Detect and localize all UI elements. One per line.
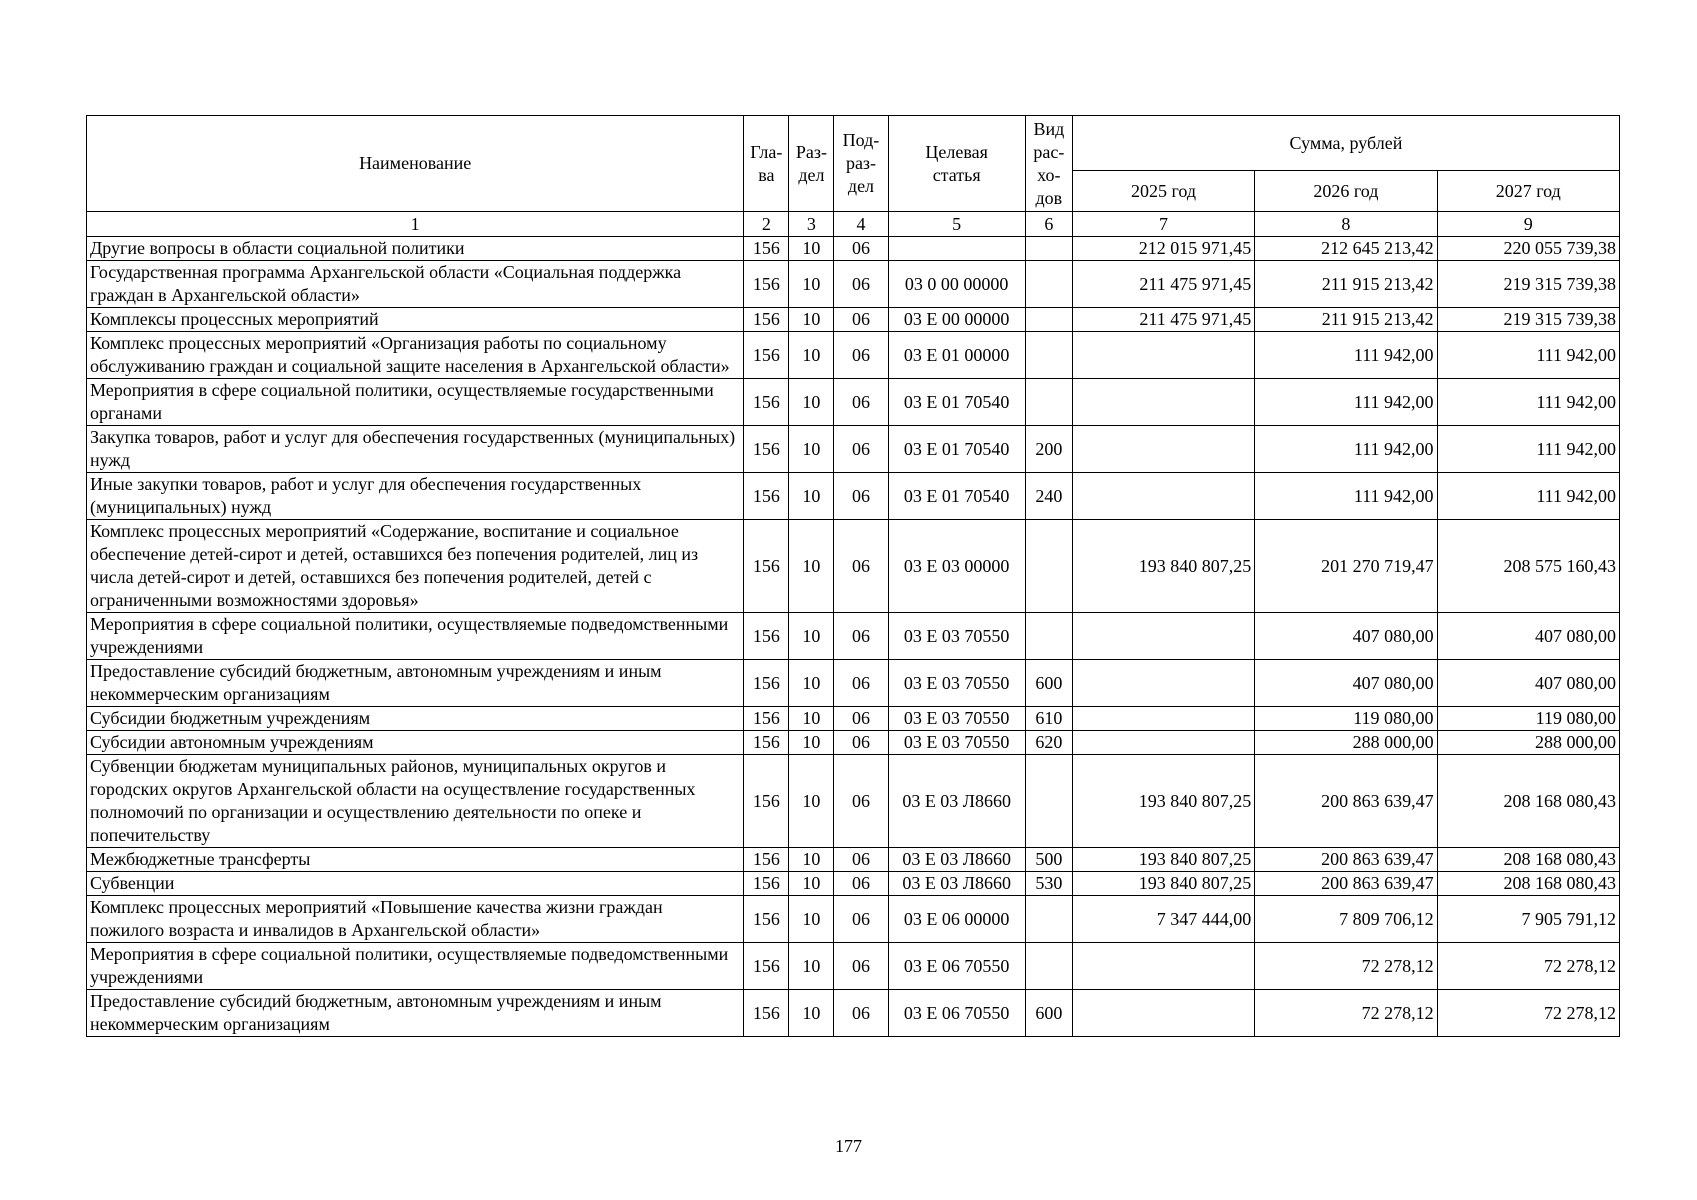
header-expense-type: Вид рас- хо- дов <box>1025 116 1072 212</box>
row-subsection: 06 <box>834 755 888 848</box>
row-amount-2025 <box>1072 613 1254 660</box>
row-expense-type <box>1025 755 1072 848</box>
header-sum: Сумма, рублей <box>1072 116 1619 171</box>
table-row <box>87 660 1620 707</box>
row-target: 03 Е 06 70550 <box>888 990 1025 1037</box>
row-amount-2025: 211 475 971,45 <box>1072 308 1254 332</box>
row-amount-2026: 72 278,12 <box>1255 990 1437 1037</box>
row-target: 03 Е 03 70550 <box>888 613 1025 660</box>
table-row <box>87 473 1620 520</box>
row-subsection: 06 <box>834 379 888 426</box>
row-amount-2027: 111 942,00 <box>1437 426 1619 473</box>
row-section: 10 <box>789 379 834 426</box>
table-row <box>87 426 1620 473</box>
row-expense-type <box>1025 896 1072 943</box>
header-section: Раз- дел <box>789 116 834 212</box>
row-target: 03 Е 01 70540 <box>888 379 1025 426</box>
row-expense-type: 600 <box>1025 660 1072 707</box>
col-num-6: 6 <box>1025 212 1072 237</box>
table-row <box>87 332 1620 379</box>
row-amount-2026: 201 270 719,47 <box>1255 520 1437 613</box>
row-amount-2026: 407 080,00 <box>1255 660 1437 707</box>
row-expense-type <box>1025 332 1072 379</box>
row-expense-type: 200 <box>1025 426 1072 473</box>
col-num-5: 5 <box>888 212 1025 237</box>
row-name: Субсидии автономным учреждениям <box>87 731 744 755</box>
header-year-2026: 2026 год <box>1255 171 1437 212</box>
row-name: Другие вопросы в области социальной политики <box>87 237 744 261</box>
row-amount-2025: 7 347 444,00 <box>1072 896 1254 943</box>
row-subsection: 06 <box>834 308 888 332</box>
row-chapter: 156 <box>744 943 789 990</box>
row-chapter: 156 <box>744 731 789 755</box>
table-row <box>87 613 1620 660</box>
row-subsection: 06 <box>834 731 888 755</box>
row-expense-type: 530 <box>1025 872 1072 896</box>
table-row <box>87 990 1620 1037</box>
row-section: 10 <box>789 308 834 332</box>
row-amount-2026: 211 915 213,42 <box>1255 261 1437 308</box>
row-expense-type: 500 <box>1025 848 1072 872</box>
header-subsection: Под- раз- дел <box>834 116 888 212</box>
header-chapter: Гла- ва <box>744 116 789 212</box>
row-name: Комплекс процессных мероприятий «Содержание, воспитание и социальное обеспечение детей-сирот и детей, оставшихся без попечения родителей, лиц из числа детей-сирот и детей, оставшихся без попечения родителей, детей с ограниченными возможностями здоровья» <box>87 520 744 613</box>
table-row <box>87 731 1620 755</box>
row-chapter: 156 <box>744 848 789 872</box>
row-amount-2027: 208 168 080,43 <box>1437 755 1619 848</box>
row-amount-2025 <box>1072 426 1254 473</box>
table-row <box>87 237 1620 261</box>
row-amount-2027: 208 168 080,43 <box>1437 872 1619 896</box>
row-amount-2026: 212 645 213,42 <box>1255 237 1437 261</box>
row-amount-2025 <box>1072 731 1254 755</box>
row-amount-2026: 200 863 639,47 <box>1255 755 1437 848</box>
row-expense-type <box>1025 261 1072 308</box>
row-amount-2026: 200 863 639,47 <box>1255 848 1437 872</box>
table-row <box>87 308 1620 332</box>
row-section: 10 <box>789 848 834 872</box>
row-section: 10 <box>789 520 834 613</box>
row-section: 10 <box>789 990 834 1037</box>
row-chapter: 156 <box>744 261 789 308</box>
table-row <box>87 896 1620 943</box>
row-amount-2027: 220 055 739,38 <box>1437 237 1619 261</box>
header-row-top <box>87 116 1620 171</box>
row-section: 10 <box>789 943 834 990</box>
row-name: Субвенции <box>87 872 744 896</box>
col-num-3: 3 <box>789 212 834 237</box>
row-subsection: 06 <box>834 261 888 308</box>
row-subsection: 06 <box>834 237 888 261</box>
row-subsection: 06 <box>834 520 888 613</box>
row-chapter: 156 <box>744 872 789 896</box>
row-expense-type: 610 <box>1025 707 1072 731</box>
row-subsection: 06 <box>834 707 888 731</box>
row-target: 03 Е 03 Л8660 <box>888 848 1025 872</box>
table-body <box>87 237 1620 1037</box>
row-amount-2025 <box>1072 332 1254 379</box>
row-subsection: 06 <box>834 660 888 707</box>
col-num-7: 7 <box>1072 212 1254 237</box>
row-amount-2026: 200 863 639,47 <box>1255 872 1437 896</box>
row-target: 03 Е 03 70550 <box>888 731 1025 755</box>
row-target: 03 Е 01 70540 <box>888 426 1025 473</box>
table-row <box>87 379 1620 426</box>
row-amount-2025 <box>1072 660 1254 707</box>
header-year-2027: 2027 год <box>1437 171 1619 212</box>
row-amount-2026: 288 000,00 <box>1255 731 1437 755</box>
row-name: Комплекс процессных мероприятий «Организация работы по социальному обслуживанию граждан и социальной защите населения в Архангельской области» <box>87 332 744 379</box>
row-expense-type: 600 <box>1025 990 1072 1037</box>
row-amount-2026: 211 915 213,42 <box>1255 308 1437 332</box>
row-section: 10 <box>789 755 834 848</box>
row-amount-2025 <box>1072 707 1254 731</box>
row-amount-2026: 111 942,00 <box>1255 379 1437 426</box>
row-target: 03 Е 00 00000 <box>888 308 1025 332</box>
row-chapter: 156 <box>744 896 789 943</box>
row-target: 03 Е 06 00000 <box>888 896 1025 943</box>
row-chapter: 156 <box>744 379 789 426</box>
row-chapter: 156 <box>744 237 789 261</box>
row-amount-2027: 72 278,12 <box>1437 990 1619 1037</box>
row-amount-2026: 119 080,00 <box>1255 707 1437 731</box>
row-target: 03 0 00 00000 <box>888 261 1025 308</box>
row-chapter: 156 <box>744 473 789 520</box>
row-section: 10 <box>789 731 834 755</box>
row-chapter: 156 <box>744 755 789 848</box>
row-expense-type: 240 <box>1025 473 1072 520</box>
table-row <box>87 520 1620 613</box>
row-name: Иные закупки товаров, работ и услуг для обеспечения государственных (муниципальных) нужд <box>87 473 744 520</box>
row-target: 03 Е 03 70550 <box>888 707 1025 731</box>
row-amount-2025: 193 840 807,25 <box>1072 872 1254 896</box>
row-amount-2027: 111 942,00 <box>1437 473 1619 520</box>
page-number: 177 <box>835 1136 862 1156</box>
row-name: Комплекс процессных мероприятий «Повышение качества жизни граждан пожилого возраста и инвалидов в Архангельской области» <box>87 896 744 943</box>
row-name: Предоставление субсидий бюджетным, автономным учреждениям и иным некоммерческим организациям <box>87 660 744 707</box>
row-target: 03 Е 01 00000 <box>888 332 1025 379</box>
row-name: Межбюджетные трансферты <box>87 848 744 872</box>
row-amount-2027: 111 942,00 <box>1437 332 1619 379</box>
table-row <box>87 872 1620 896</box>
row-amount-2026: 407 080,00 <box>1255 613 1437 660</box>
row-expense-type <box>1025 520 1072 613</box>
row-amount-2025 <box>1072 473 1254 520</box>
col-num-2: 2 <box>744 212 789 237</box>
table-row <box>87 261 1620 308</box>
row-chapter: 156 <box>744 332 789 379</box>
row-amount-2027: 288 000,00 <box>1437 731 1619 755</box>
row-target <box>888 237 1025 261</box>
row-expense-type <box>1025 613 1072 660</box>
row-chapter: 156 <box>744 613 789 660</box>
row-expense-type <box>1025 379 1072 426</box>
row-amount-2027: 208 575 160,43 <box>1437 520 1619 613</box>
table-row <box>87 707 1620 731</box>
row-amount-2027: 407 080,00 <box>1437 660 1619 707</box>
header-year-2025: 2025 год <box>1072 171 1254 212</box>
row-amount-2025: 212 015 971,45 <box>1072 237 1254 261</box>
budget-table <box>86 115 1620 1037</box>
row-section: 10 <box>789 261 834 308</box>
row-amount-2025: 211 475 971,45 <box>1072 261 1254 308</box>
row-section: 10 <box>789 237 834 261</box>
row-section: 10 <box>789 896 834 943</box>
header-name: Наименование <box>87 116 744 212</box>
table-row <box>87 848 1620 872</box>
row-target: 03 Е 01 70540 <box>888 473 1025 520</box>
row-expense-type: 620 <box>1025 731 1072 755</box>
row-name: Субсидии бюджетным учреждениям <box>87 707 744 731</box>
column-number-row <box>87 212 1620 237</box>
row-section: 10 <box>789 613 834 660</box>
table-row <box>87 943 1620 990</box>
row-amount-2027: 72 278,12 <box>1437 943 1619 990</box>
col-num-8: 8 <box>1255 212 1437 237</box>
row-chapter: 156 <box>744 707 789 731</box>
row-chapter: 156 <box>744 520 789 613</box>
row-target: 03 Е 03 00000 <box>888 520 1025 613</box>
row-chapter: 156 <box>744 660 789 707</box>
row-amount-2027: 208 168 080,43 <box>1437 848 1619 872</box>
row-subsection: 06 <box>834 848 888 872</box>
row-amount-2025 <box>1072 990 1254 1037</box>
table-row <box>87 755 1620 848</box>
row-name: Мероприятия в сфере социальной политики, осуществляемые государственными органами <box>87 379 744 426</box>
row-amount-2027: 407 080,00 <box>1437 613 1619 660</box>
row-amount-2026: 111 942,00 <box>1255 426 1437 473</box>
row-amount-2025 <box>1072 379 1254 426</box>
row-section: 10 <box>789 473 834 520</box>
row-amount-2026: 72 278,12 <box>1255 943 1437 990</box>
row-amount-2025: 193 840 807,25 <box>1072 755 1254 848</box>
row-section: 10 <box>789 660 834 707</box>
row-section: 10 <box>789 332 834 379</box>
row-chapter: 156 <box>744 426 789 473</box>
row-amount-2025 <box>1072 943 1254 990</box>
row-name: Субвенции бюджетам муниципальных районов, муниципальных округов и городских округов Архангельской области на осуществление государственных полномочий по организации и осуществлению деятельности по опеке и попечительству <box>87 755 744 848</box>
row-amount-2026: 7 809 706,12 <box>1255 896 1437 943</box>
row-subsection: 06 <box>834 613 888 660</box>
row-amount-2027: 219 315 739,38 <box>1437 308 1619 332</box>
row-amount-2027: 219 315 739,38 <box>1437 261 1619 308</box>
row-amount-2027: 111 942,00 <box>1437 379 1619 426</box>
row-expense-type <box>1025 943 1072 990</box>
row-name: Государственная программа Архангельской области «Социальная поддержка граждан в Архангельской области» <box>87 261 744 308</box>
row-subsection: 06 <box>834 426 888 473</box>
row-subsection: 06 <box>834 896 888 943</box>
col-num-4: 4 <box>834 212 888 237</box>
row-amount-2026: 111 942,00 <box>1255 332 1437 379</box>
row-name: Мероприятия в сфере социальной политики, осуществляемые подведомственными учреждениями <box>87 613 744 660</box>
row-target: 03 Е 06 70550 <box>888 943 1025 990</box>
row-target: 03 Е 03 Л8660 <box>888 755 1025 848</box>
header-target: Целевая статья <box>888 116 1025 212</box>
row-subsection: 06 <box>834 943 888 990</box>
row-chapter: 156 <box>744 308 789 332</box>
row-amount-2027: 119 080,00 <box>1437 707 1619 731</box>
row-name: Закупка товаров, работ и услуг для обеспечения государственных (муниципальных) нужд <box>87 426 744 473</box>
row-amount-2026: 111 942,00 <box>1255 473 1437 520</box>
row-section: 10 <box>789 872 834 896</box>
row-name: Мероприятия в сфере социальной политики, осуществляемые подведомственными учреждениями <box>87 943 744 990</box>
row-section: 10 <box>789 426 834 473</box>
row-name: Предоставление субсидий бюджетным, автономным учреждениям и иным некоммерческим организациям <box>87 990 744 1037</box>
row-expense-type <box>1025 308 1072 332</box>
col-num-9: 9 <box>1437 212 1619 237</box>
row-amount-2025: 193 840 807,25 <box>1072 520 1254 613</box>
row-amount-2025: 193 840 807,25 <box>1072 848 1254 872</box>
row-subsection: 06 <box>834 872 888 896</box>
row-target: 03 Е 03 Л8660 <box>888 872 1025 896</box>
row-chapter: 156 <box>744 990 789 1037</box>
row-target: 03 Е 03 70550 <box>888 660 1025 707</box>
row-subsection: 06 <box>834 990 888 1037</box>
row-section: 10 <box>789 707 834 731</box>
row-name: Комплексы процессных мероприятий <box>87 308 744 332</box>
col-num-1: 1 <box>87 212 744 237</box>
row-subsection: 06 <box>834 332 888 379</box>
row-subsection: 06 <box>834 473 888 520</box>
row-amount-2027: 7 905 791,12 <box>1437 896 1619 943</box>
row-expense-type <box>1025 237 1072 261</box>
